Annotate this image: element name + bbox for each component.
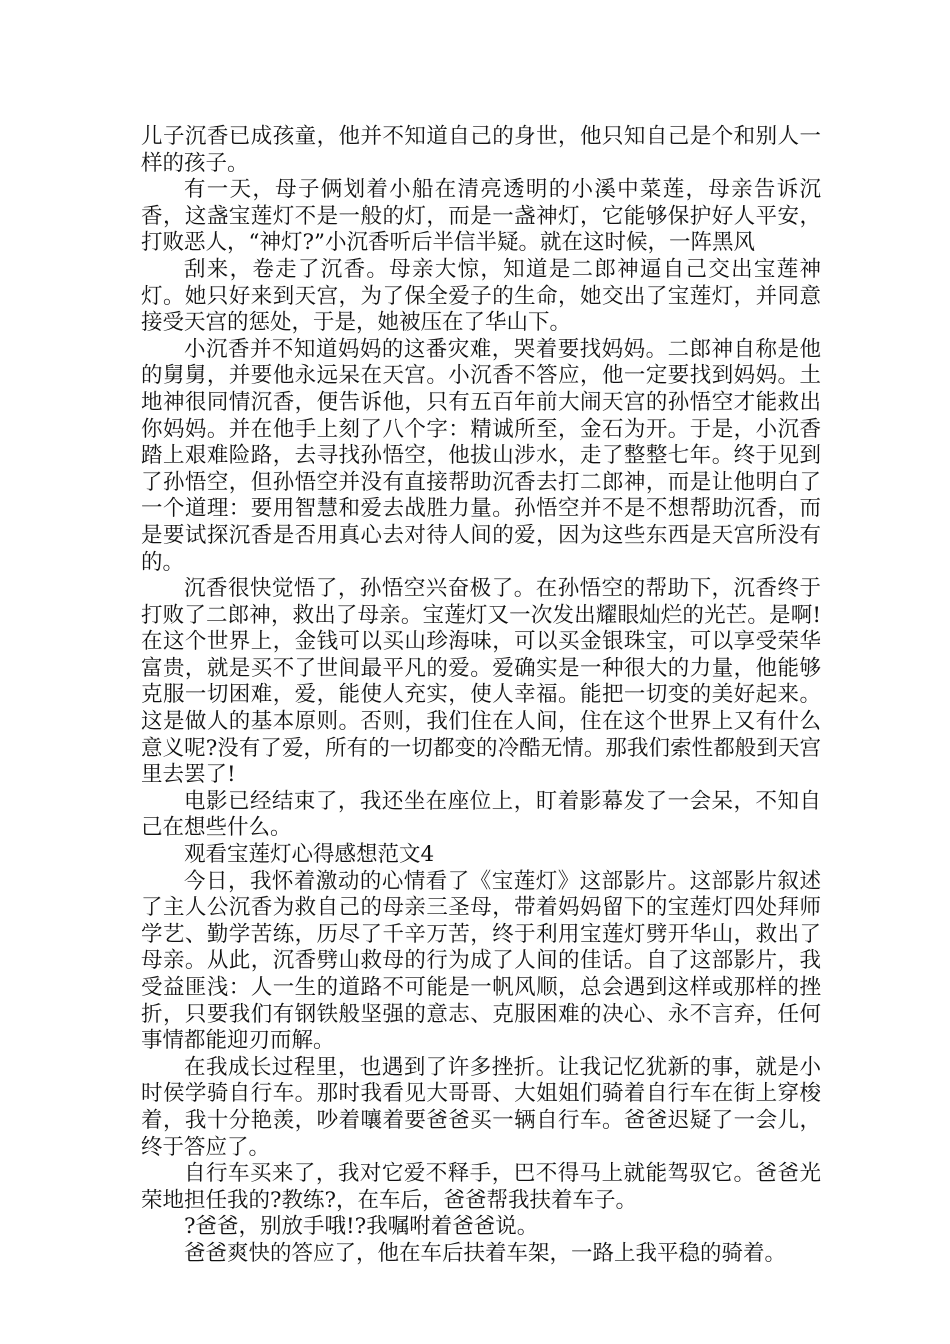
paragraph-3: 刮来，卷走了沉香。母亲大惊，知道是二郎神逼自己交出宝莲神灯。她只好来到天宫，为了保全爱子的生命，她交出了宝莲灯，并同意接受天宫的惩处，于是，她被压在了华山下。	[141, 256, 821, 336]
paragraph-11: 爸爸爽快的答应了，他在车后扶着车架，一路上我平稳的骑着。	[184, 1240, 787, 1266]
paragraph-9: 自行车买来了，我对它爱不释手，巴不得马上就能驾驭它。爸爸光荣地担任我的?教练?，在车后，爸爸帮我扶着车子。	[141, 1161, 821, 1213]
paragraph-4: 小沉香并不知道妈妈的这番灾难，哭着要找妈妈。二郎神自称是他的舅舅，并要他永远呆在天宫。小沉香不答应，他一定要找到妈妈。土地神很同情沉香，便告诉他，只有五百年前大闹天宫的孙悟空才能救出你妈妈。并在他手上刻了八个字：精诚所至，金石为开。于是，小沉香踏上艰难险路，去寻找孙悟空，他拔山涉水，走了整整七年。终于见到了孙悟空，但孙悟空并没有直接帮助沉香去打二郎神，而是让他明白了一个道理：要用智慧和爱去战胜力量。孙悟空并不是不想帮助沉香，而是要试探沉香是否用真心去对待人间的爱，因为这些东西是天宫所没有的。	[141, 336, 821, 575]
paragraph-7: 今日，我怀着激动的心情看了《宝莲灯》这部影片。这部影片叙述了主人公沉香为救自己的母亲三圣母，带着妈妈留下的宝莲灯四处拜师学艺、勤学苦练，历尽了千辛万苦，终于利用宝莲灯劈开华山，救出了母亲。从此，沉香劈山救母的行为成了人间的佳话。自了这部影片，我受益匪浅：人一生的道路不可能是一帆风顺，总会遇到这样或那样的挫折，只要我们有钢铁般坚强的意志、克服困难的决心、永不言弃，任何事情都能迎刃而解。	[141, 868, 821, 1054]
paragraph-2: 有一天，母子俩划着小船在清亮透明的小溪中菜莲，母亲告诉沉香，这盏宝莲灯不是一般的灯，而是一盏神灯，它能够保护好人平安，打败恶人，“神灯?”小沉香听后半信半疑。就在这时候，一阵黑风	[141, 177, 821, 256]
paragraph-1: 儿子沉香已成孩童，他并不知道自己的身世，他只知自己是个和别人一样的孩子。	[141, 124, 821, 176]
paragraph-8: 在我成长过程里，也遇到了许多挫折。让我记忆犹新的事，就是小时侯学骑自行车。那时我看见大哥哥、大姐姐们骑着自行车在街上穿梭着，我十分艳羡，吵着嚷着要爸爸买一辆自行车。爸爸迟疑了一会儿，终于答应了。	[141, 1054, 821, 1160]
paragraph-5: 沉香很快觉悟了，孙悟空兴奋极了。在孙悟空的帮助下，沉香终于打败了二郎神，救出了母亲。宝莲灯又一次发出耀眼灿烂的光芒。是啊!在这个世界上，金钱可以买山珍海味，可以买金银珠宝，可以享受荣华富贵，就是买不了世间最平凡的爱。爱确实是一种很大的力量，他能够克服一切困难，爱，能使人充实，使人幸福。能把一切变的美好起来。这是做人的基本原则。否则，我们住在人间，住在这个世界上又有什么意义呢?没有了爱，所有的一切都变的冷酷无情。那我们索性都般到天宫里去罢了!	[141, 576, 821, 788]
document-page	[141, 124, 821, 1268]
section-heading: 观看宝莲灯心得感想范文4	[184, 842, 435, 868]
paragraph-10: ?爸爸，别放手哦!?我嘱咐着爸爸说。	[184, 1214, 539, 1240]
paragraph-6: 电影已经结束了，我还坐在座位上，盯着影幕发了一会呆，不知自己在想些什么。	[141, 788, 821, 841]
